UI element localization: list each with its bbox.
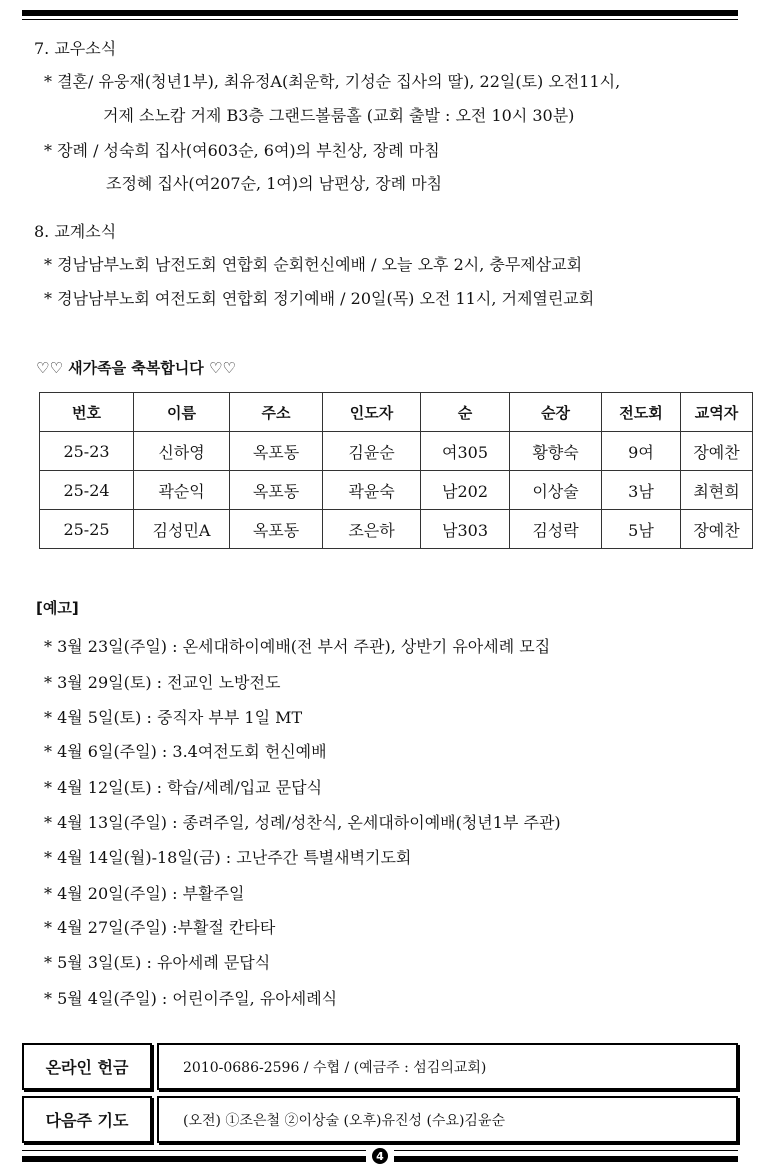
notice-item: * 4월 6일(주일) : 3.4여전도회 헌신예배 (44, 742, 327, 761)
table-cell: 25-23 (40, 432, 134, 471)
notice-item: * 4월 14일(월)-18일(금) : 고난주간 특별새벽기도회 (44, 848, 412, 867)
table-cell: 3남 (602, 471, 681, 510)
offering-account: 2010-0686-2596 / 수협 / (예금주 : 섬김의교회) (157, 1043, 738, 1090)
prayer-list: (오전) ①조은철 ②이상술 (오후)유진성 (수요)김윤순 (157, 1096, 738, 1143)
page-number (366, 1147, 394, 1165)
header-guide: 인도자 (323, 393, 421, 432)
table-cell: 이상술 (510, 471, 602, 510)
table-row (40, 510, 753, 549)
table-cell: 김윤순 (323, 432, 421, 471)
table-cell: 신하영 (134, 432, 230, 471)
notice-item: * 3월 29일(토) : 전교인 노방전도 (44, 673, 281, 692)
header-group-leader: 순장 (510, 393, 602, 432)
section7-line-2: 거제 소노캄 거제 B3층 그랜드볼룸홀 (교회 출발 : 오전 10시 30분) (103, 106, 575, 125)
table-row (40, 471, 753, 510)
table-cell: 최현희 (681, 471, 753, 510)
table-cell: 옥포동 (230, 471, 323, 510)
header-number: 번호 (40, 393, 134, 432)
notice-item: * 5월 4일(주일) : 어린이주일, 유아세례식 (44, 989, 338, 1008)
table-cell: 김성락 (510, 510, 602, 549)
section8-title: 8. 교계소식 (34, 222, 117, 241)
header-pastor: 교역자 (681, 393, 753, 432)
table-cell: 25-25 (40, 510, 134, 549)
table-cell: 남303 (421, 510, 510, 549)
table-cell: 곽순익 (134, 471, 230, 510)
section7-title: 7. 교우소식 (34, 39, 117, 58)
new-family-table (39, 392, 753, 549)
table-cell: 25-24 (40, 471, 134, 510)
notice-item: * 4월 5일(토) : 중직자 부부 1일 MT (44, 708, 303, 727)
section7-line-1: * 결혼/ 유웅재(청년1부), 최유정A(최운학, 기성순 집사의 딸), 22일(토) 오전11시, (44, 72, 621, 91)
new-family-title: ♡♡ 새가족을 축복합니다 ♡♡ (36, 359, 236, 377)
table-cell: 조은하 (323, 510, 421, 549)
table-row (40, 432, 753, 471)
notice-item: * 3월 23일(주일) : 온세대하이예배(전 부서 주관), 상반기 유아세례 모집 (44, 637, 551, 656)
table-cell: 5남 (602, 510, 681, 549)
notice-item: * 4월 27일(주일) :부활절 칸타타 (44, 918, 276, 937)
table-cell: 여305 (421, 432, 510, 471)
prayer-label: 다음주 기도 (22, 1096, 152, 1143)
table-cell: 장예찬 (681, 510, 753, 549)
header-group: 순 (421, 393, 510, 432)
table-cell: 곽윤숙 (323, 471, 421, 510)
header-name: 이름 (134, 393, 230, 432)
table-cell: 황향숙 (510, 432, 602, 471)
table-header-row (40, 393, 753, 432)
section7-line-3: * 장례 / 성숙희 집사(여603순, 6여)의 부친상, 장례 마침 (44, 141, 440, 160)
table-cell: 옥포동 (230, 510, 323, 549)
notice-item: * 4월 12일(토) : 학습/세례/입교 문답식 (44, 778, 323, 797)
section8-line-1: * 경남남부노회 남전도회 연합회 순회헌신예배 / 오늘 오후 2시, 충무제삼교회 (44, 255, 583, 274)
offering-label: 온라인 헌금 (22, 1043, 152, 1090)
section7-line-4: 조정혜 집사(여207순, 1여)의 남편상, 장례 마침 (106, 174, 443, 193)
page-number-text: 4 (372, 1148, 388, 1164)
table-cell: 옥포동 (230, 432, 323, 471)
table-cell: 장예찬 (681, 432, 753, 471)
notice-title: [예고] (36, 599, 79, 617)
header-address: 주소 (230, 393, 323, 432)
header-mission-society: 전도회 (602, 393, 681, 432)
notice-item: * 4월 20일(주일) : 부활주일 (44, 884, 245, 903)
section8-line-2: * 경남남부노회 여전도회 연합회 정기예배 / 20일(목) 오전 11시, 거제열린교회 (44, 289, 595, 308)
table-cell: 김성민A (134, 510, 230, 549)
notice-item: * 4월 13일(주일) : 종려주일, 성례/성찬식, 온세대하이예배(청년1부 주관) (44, 813, 561, 832)
table-cell: 남202 (421, 471, 510, 510)
top-rule (22, 10, 738, 20)
table-cell: 9여 (602, 432, 681, 471)
notice-item: * 5월 3일(토) : 유아세례 문답식 (44, 953, 271, 972)
